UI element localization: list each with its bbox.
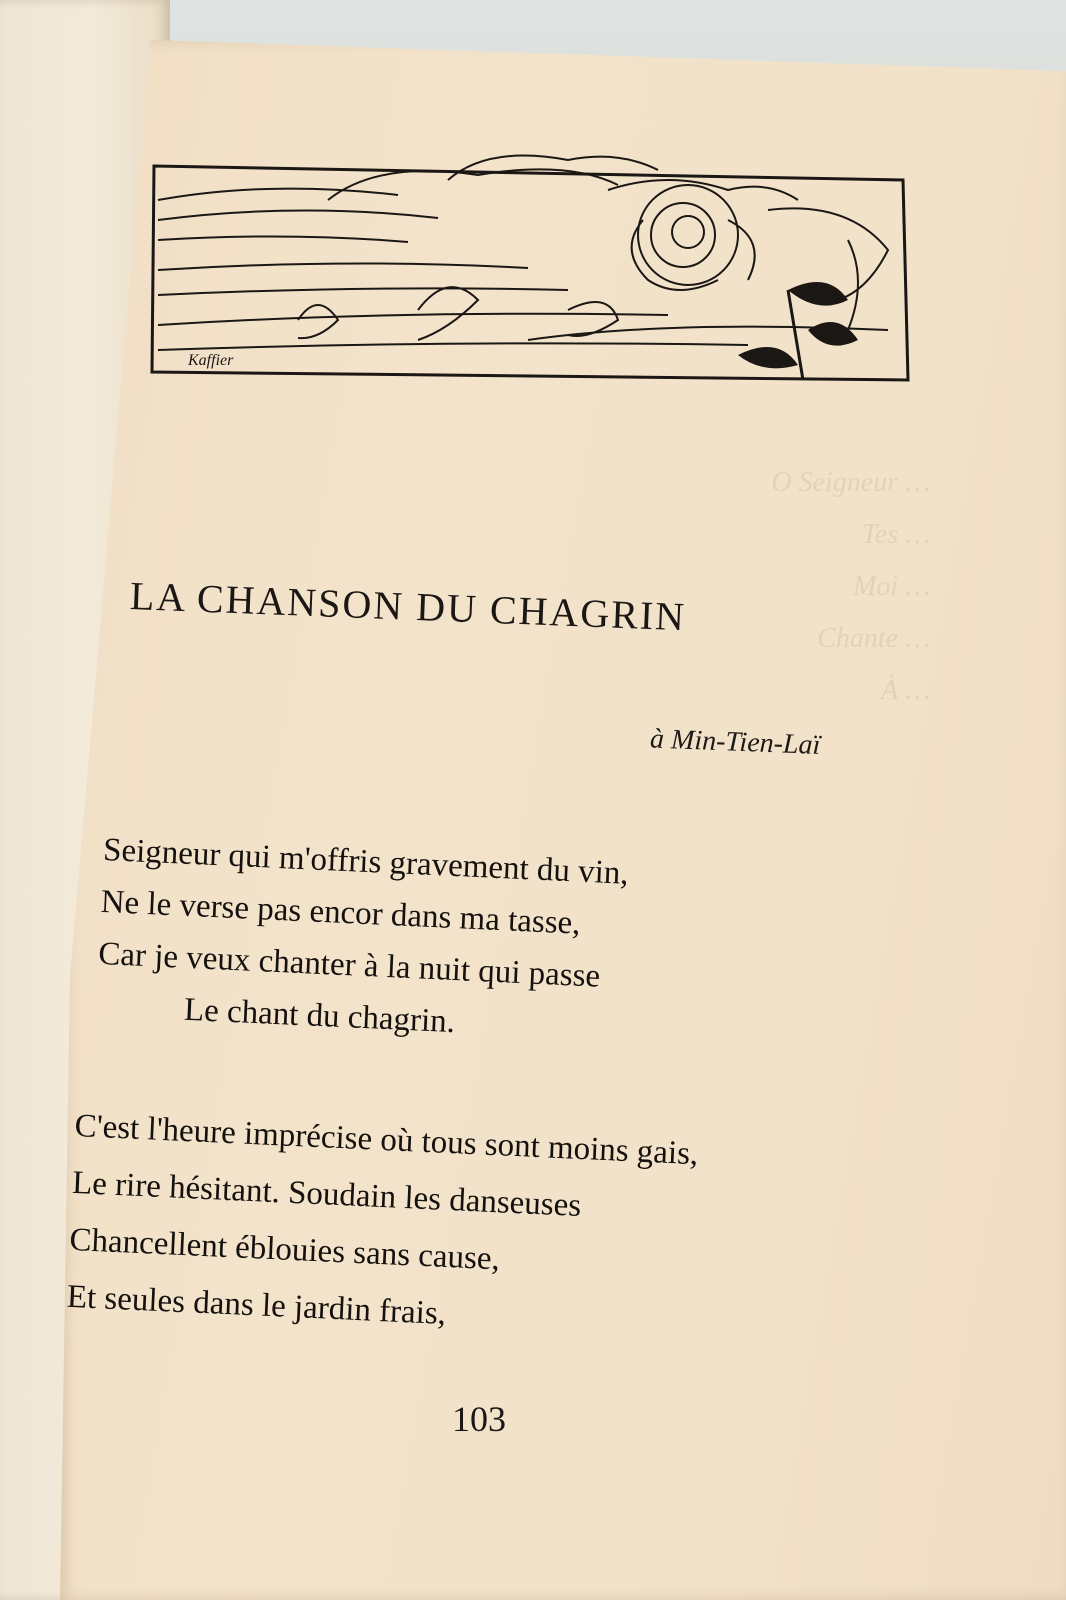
verse-line: Le rire hésitant. Soudain les danseuses — [71, 1164, 582, 1225]
verse-line: Car je veux chanter à la nuit qui passe — [97, 935, 601, 995]
page-number: 103 — [452, 1399, 506, 1439]
poem-dedication: à Min-Tien-Laï — [649, 723, 821, 761]
verse-line: C'est l'heure imprécise où tous sont moins gais, — [73, 1107, 700, 1173]
verse-line: Ne le verse pas encor dans ma tasse, — [100, 883, 582, 942]
poem-title: LA CHANSON DU CHAGRIN — [129, 573, 687, 640]
stanza-1 — [95, 832, 630, 1064]
rose-illustration — [148, 140, 913, 390]
stanza-2 — [66, 1098, 700, 1354]
verse-line: Le chant du chagrin. — [183, 991, 456, 1041]
verse-line: Chancellent éblouies sans cause, — [68, 1221, 501, 1278]
show-through-text: O Seigneur … Tes … Moi … Chante … À … — [771, 467, 930, 706]
verse-line: Et seules dans le jardin frais, — [66, 1278, 447, 1332]
artist-signature: Kaffier — [188, 352, 234, 369]
verse-line: Seigneur qui m'offris gravement du vin, — [102, 832, 630, 892]
